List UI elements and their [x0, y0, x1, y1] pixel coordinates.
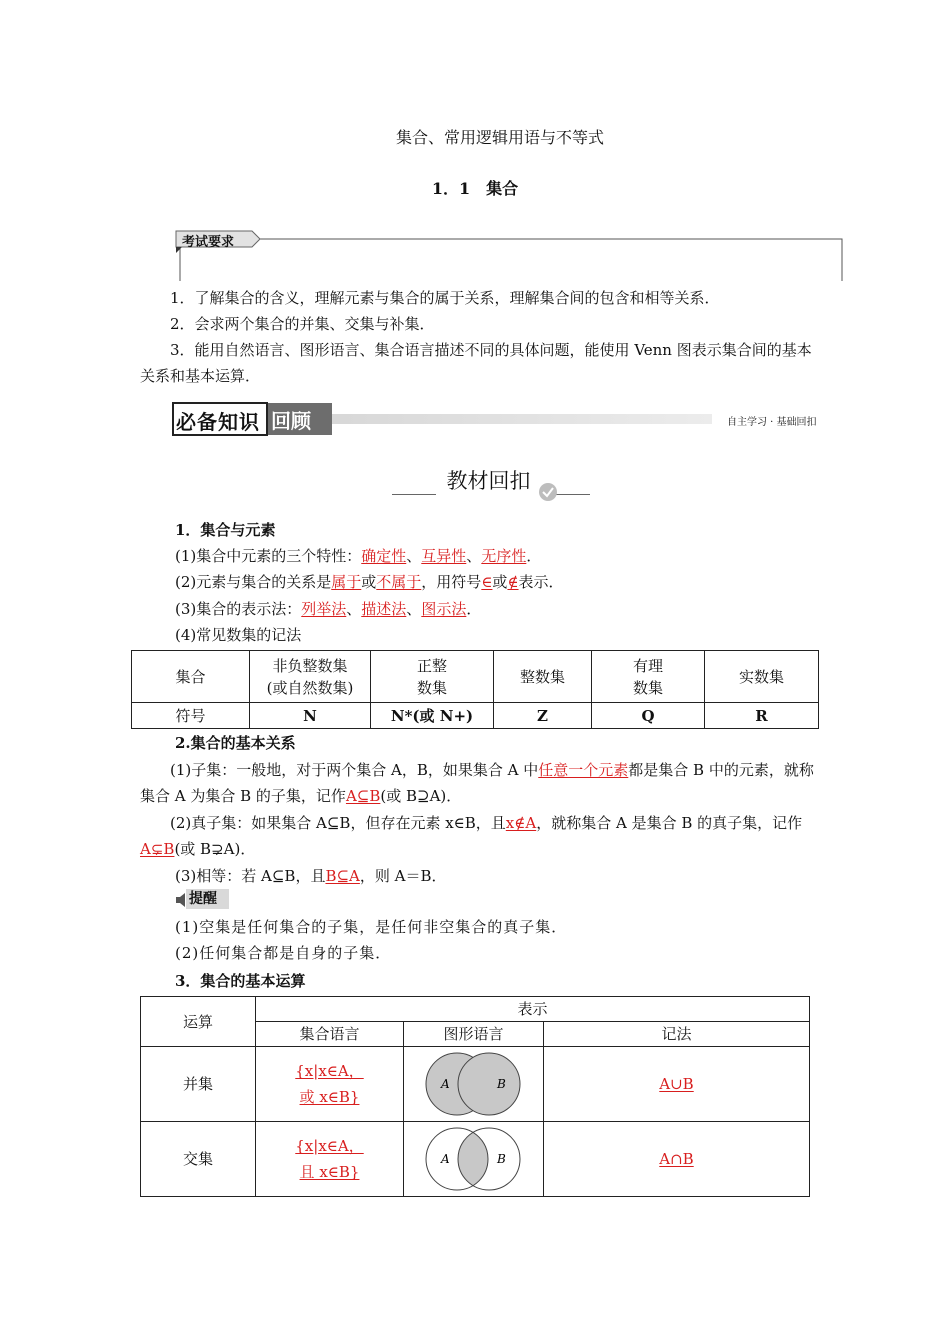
s2-para2: (2)真子集：如果集合 A⊆B，但存在元素 x∈B，且x∉A，就称集合 A 是集合 B 的真子集，记作A⊊B(或 B⊋A)． — [140, 814, 803, 858]
s3-title: 3．集合的基本运算 — [175, 972, 306, 990]
requirements-label: 考试要求 — [182, 235, 235, 250]
lang-union: {x|x∈A， 或 x∈B} — [256, 1047, 404, 1122]
numset-symbol: N — [250, 703, 371, 729]
note-header: 记法 — [544, 1022, 810, 1047]
banner-box: 回顾 — [271, 409, 311, 433]
rep-header: 表示 — [256, 997, 810, 1022]
numset-symbol: Q — [592, 703, 705, 729]
s2-title: 2.集合的基本关系 — [175, 734, 296, 752]
requirement-1: 1．了解集合的含义，理解元素与集合的属于关系，理解集合间的包含和相等关系． — [170, 289, 720, 307]
subhead-title: 教材回扣 — [436, 465, 541, 495]
section-title: 1．1 集合 — [431, 179, 519, 198]
numset-symbol: Z — [494, 703, 592, 729]
check-icon — [538, 482, 558, 502]
numset-header: 符号 — [132, 703, 250, 729]
s2-para3: (3)相等：若 A⊆B，且B⊆A，则 A＝B． — [175, 867, 447, 885]
venn-intersect — [404, 1122, 544, 1197]
operation-table — [140, 996, 810, 1197]
s1-line3: (3)集合的表示法：列举法、描述法、图示法． — [175, 600, 482, 618]
chapter-title: 集合、常用逻辑用语与不等式 — [395, 128, 604, 147]
note-union: A∪B — [544, 1047, 810, 1122]
venn-label-b: B — [496, 1077, 506, 1091]
numset-col: 正整 数集 — [371, 651, 494, 703]
venn-label-a: A — [440, 1152, 450, 1166]
tip-2: (2)任何集合都是自身的子集． — [175, 944, 392, 962]
tip-label: 提醒 — [186, 889, 229, 909]
numset-col: 非负整数集 (或自然数集) — [250, 651, 371, 703]
numset-table — [131, 650, 819, 729]
venn-union — [404, 1047, 544, 1122]
requirement-3: 3．能用自然语言、图形语言、集合语言描述不同的具体问题，能使用 Venn 图表示集合间的基本关系和基本运算． — [140, 341, 812, 385]
op-intersect: 交集 — [141, 1122, 256, 1197]
lang-header: 集合语言 — [256, 1022, 404, 1047]
numset-col: 实数集 — [705, 651, 819, 703]
s1-line1: (1)集合中元素的三个特性：确定性、互异性、无序性． — [175, 547, 542, 565]
numset-symbol: R — [705, 703, 819, 729]
s1-title: 1．集合与元素 — [175, 521, 276, 539]
numset-symbol: N*(或 N+) — [371, 703, 494, 729]
note-intersect: A∩B — [544, 1122, 810, 1197]
venn-label-a: A — [440, 1077, 450, 1091]
lang-intersect: {x|x∈A， 且 x∈B} — [256, 1122, 404, 1197]
s1-line4: (4)常见数集的记法 — [175, 626, 302, 644]
requirement-2: 2．会求两个集合的并集、交集与补集． — [170, 315, 435, 333]
s2-para1: (1)子集：一般地，对于两个集合 A，B，如果集合 A 中任意一个元素都是集合 B 中的元素，就称集合 A 为集合 B 的子集，记作A⊆B(或 B⊇A)． — [140, 761, 814, 805]
op-header: 运算 — [141, 997, 256, 1047]
banner-right: 自主学习 · 基础回扣 — [727, 417, 817, 428]
requirements-frame — [172, 229, 847, 283]
fig-header: 图形语言 — [404, 1022, 544, 1047]
banner-left: 必备知识 — [176, 410, 260, 434]
s1-line2: (2)元素与集合的关系是属于或不属于，用符号∈或∉表示． — [175, 573, 564, 591]
numset-col: 有理 数集 — [592, 651, 705, 703]
op-union: 并集 — [141, 1047, 256, 1122]
numset-header: 集合 — [132, 651, 250, 703]
venn-label-b: B — [496, 1152, 506, 1166]
numset-col: 整数集 — [494, 651, 592, 703]
tip-1: (1)空集是任何集合的子集，是任何非空集合的真子集． — [175, 918, 568, 936]
